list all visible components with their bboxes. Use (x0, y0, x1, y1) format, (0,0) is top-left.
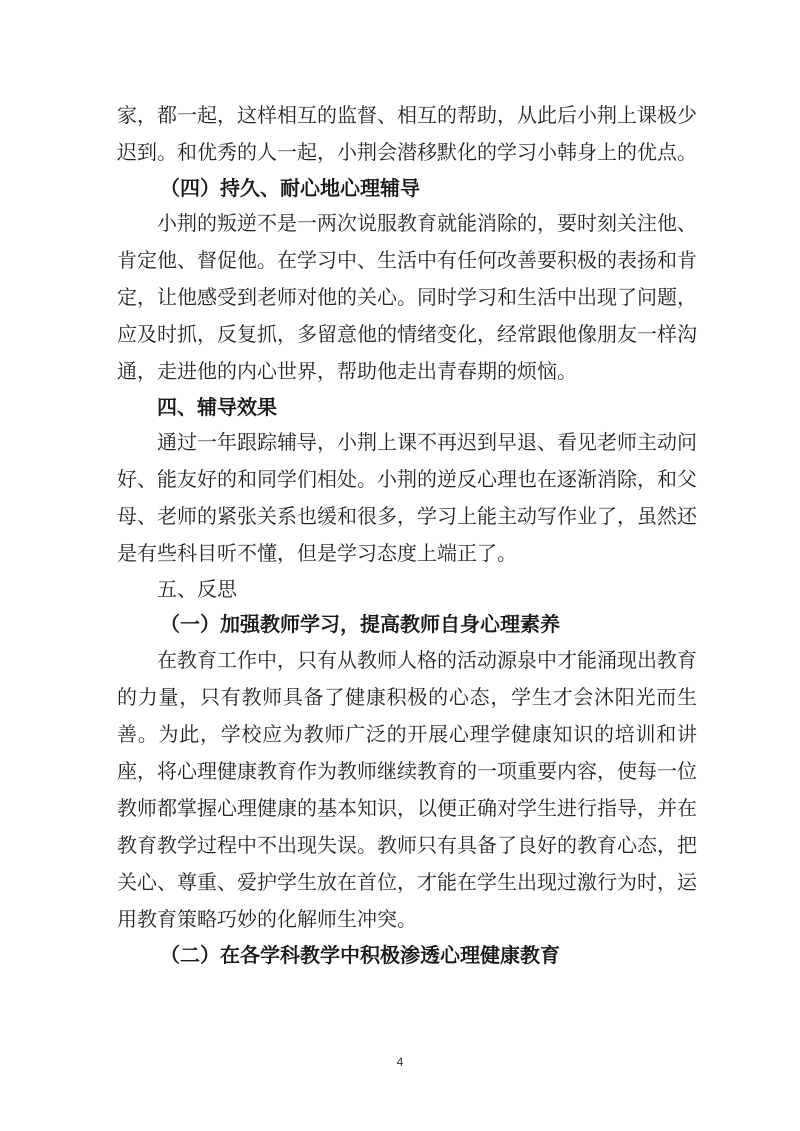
paragraph-line: 在教育工作中，只有从教师人格的活动源泉中才能涌现出教育 (157, 648, 697, 672)
paragraph-line: 关心、尊重、爱护学生放在首位，才能在学生出现过激行为时，运 (117, 870, 697, 894)
paragraph-line: 家，都一起，这样相互的监督、相互的帮助，从此后小荆上课极少 (117, 103, 697, 127)
page-number: 4 (396, 1055, 404, 1069)
paragraph-line: 的力量，只有教师具备了健康积极的心态，学生才会沐阳光而生 (117, 685, 697, 709)
paragraph-line: 教师都掌握心理健康的基本知识，以便正确对学生进行指导，并在 (117, 796, 697, 820)
section-heading-5-sub-2: （二）在各学科教学中积极渗透心理健康教育 (160, 943, 560, 967)
section-heading-5-sub-1: （一）加强教师学习，提高教师自身心理素养 (160, 612, 560, 636)
paragraph-line: 迟到。和优秀的人一起，小荆会潜移默化的学习小韩身上的优点。 (117, 140, 697, 164)
paragraph-line: 好、能友好的和同学们相处。小荆的逆反心理也在逐渐消除，和父 (117, 467, 697, 491)
section-heading-4-sub: （四）持久、耐心地心理辅导 (160, 176, 420, 200)
paragraph-line: 母、老师的紧张关系也缓和很多，学习上能主动写作业了，虽然还 (117, 504, 697, 528)
paragraph-line: 应及时抓，反复抓，多留意他的情绪变化，经常跟他像朋友一样沟 (117, 322, 697, 346)
paragraph-line: 定，让他感受到老师对他的关心。同时学习和生活中出现了问题， (117, 285, 697, 309)
paragraph-line: 小荆的叛逆不是一两次说服教育就能消除的，要时刻关注他、 (157, 211, 697, 235)
paragraph-line: 座，将心理健康教育作为教师继续教育的一项重要内容，使每一位 (117, 759, 697, 783)
section-heading-4: 四、辅导效果 (157, 395, 277, 419)
paragraph-line: 通过一年跟踪辅导，小荆上课不再迟到早退、看见老师主动问 (157, 430, 697, 454)
paragraph-line: 教育教学过程中不出现失误。教师只有具备了良好的教育心态，把 (117, 833, 697, 857)
section-heading-5: 五、反思 (157, 577, 237, 601)
paragraph-line: 善。为此，学校应为教师广泛的开展心理学健康知识的培训和讲 (117, 722, 697, 746)
paragraph-line: 通，走进他的内心世界，帮助他走出青春期的烦恼。 (117, 359, 577, 383)
paragraph-line: 肯定他、督促他。在学习中、生活中有任何改善要积极的表扬和肯 (117, 248, 697, 272)
paragraph-line: 是有些科目听不懂，但是学习态度上端正了。 (117, 541, 517, 565)
paragraph-line: 用教育策略巧妙的化解师生冲突。 (117, 907, 417, 931)
